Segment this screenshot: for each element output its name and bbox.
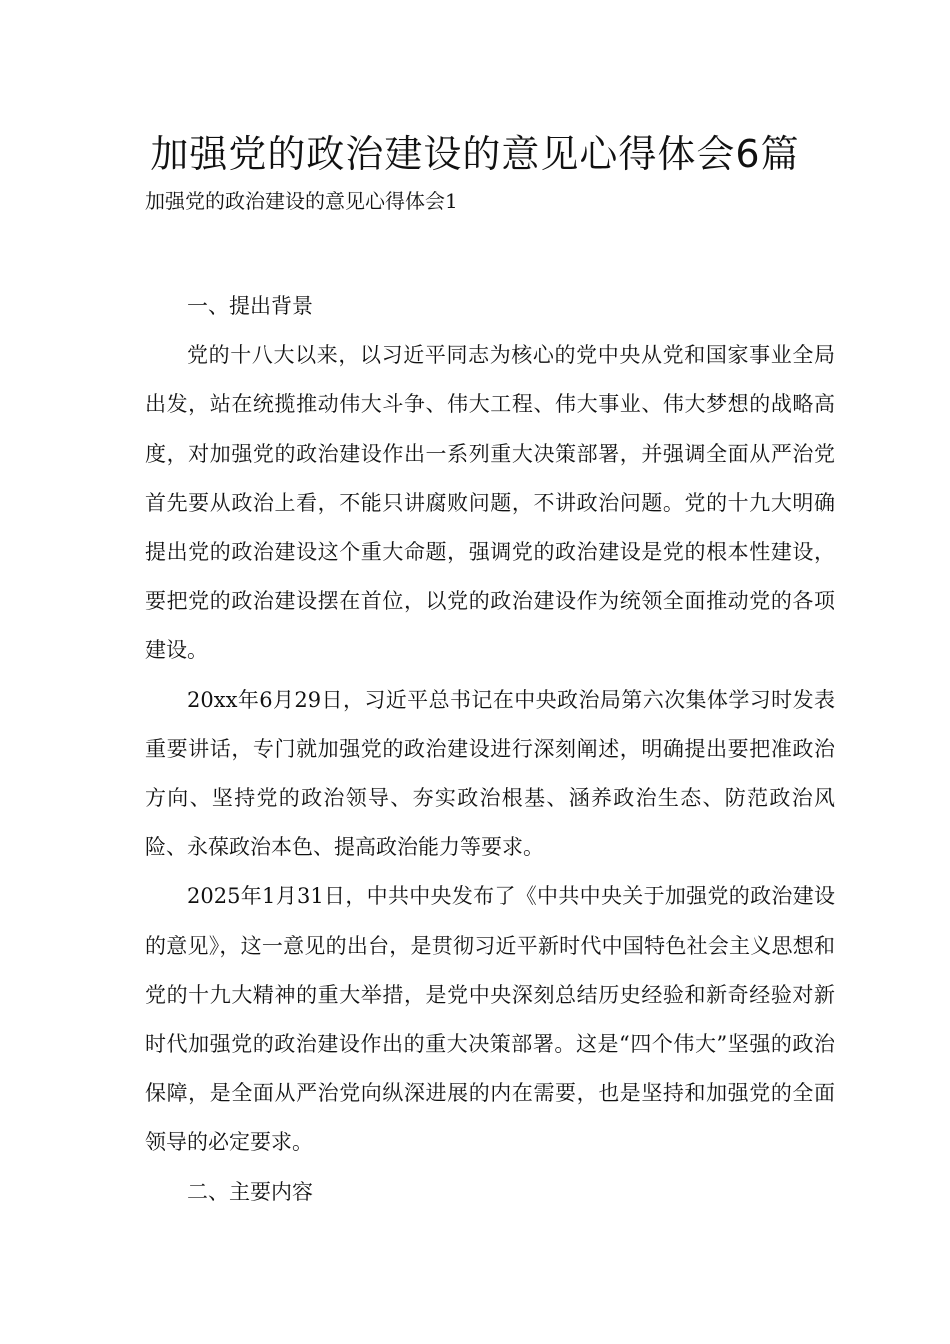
section-heading-background: 一、提出背景 xyxy=(187,294,313,318)
paragraph-background-1: 党的十八大以来，以习近平同志为核心的党中央从党和国家事业全局出发，站在统揽推动伟大斗争、伟大工程、伟大事业、伟大梦想的战略高度，对加强党的政治建设作出一系列重大决策部署，并强调全面从严治党首先要从政治上看，不能只讲腐败问题，不讲政治问题。党的十九大明确提出党的政治建设这个重大命题，强调党的政治建设是党的根本性建设，要把党的政治建设摆在首位，以党的政治建设作为统领全面推动党的各项建设。 xyxy=(145,343,835,663)
document-subtitle: 加强党的政治建设的意见心得体会1 xyxy=(145,189,458,213)
document-title: 加强党的政治建设的意见心得体会6篇 xyxy=(150,132,800,176)
section-heading-main-content: 二、主要内容 xyxy=(187,1179,313,1204)
paragraph-background-2: 20xx年6月29日，习近平总书记在中央政治局第六次集体学习时发表重要讲话，专门就加强党的政治建设进行深刻阐述，明确提出要把准政治方向、坚持党的政治领导、夯实政治根基、涵养政治生态、防范政治风险、永葆政治本色、提高政治能力等要求。 xyxy=(145,687,835,860)
document-body xyxy=(145,282,835,1217)
paragraph-background-3: 2025年1月31日，中共中央发布了《中共中央关于加强党的政治建设的意见》，这一意见的出台，是贯彻习近平新时代中国特色社会主义思想和党的十九大精神的重大举措，是党中央深刻总结历史经验和新奇经验对新时代加强党的政治建设作出的重大决策部署。这是“四个伟大”坚强的政治保障，是全面从严治党向纵深进展的内在需要，也是坚持和加强党的全面领导的必定要求。 xyxy=(145,884,835,1155)
